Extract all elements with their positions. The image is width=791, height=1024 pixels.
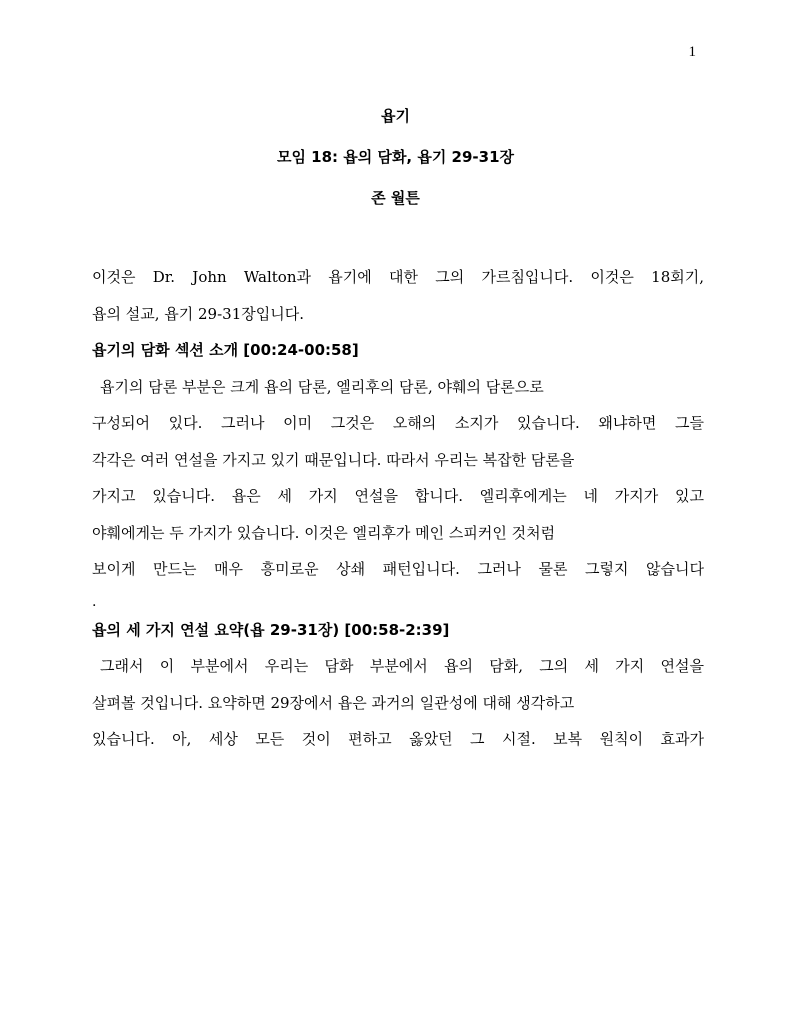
paragraph-line: 가지고 있습니다. 욥은 세 가지 연설을 합니다. 엘리후에게는 네 가지가 있고 <box>92 487 704 505</box>
document-body <box>92 265 704 764</box>
paragraph-line: 각각은 여러 연설을 가지고 있기 때문입니다. 따라서 우리는 복잡한 담론을 <box>92 450 575 469</box>
paragraph-line: 있습니다. 아, 세상 모든 것이 편하고 옳았던 그 시절. 보복 원칙이 효과가 <box>92 730 704 748</box>
paragraph-trailing-period: . <box>92 593 97 610</box>
document-title: 욥기 <box>381 107 410 125</box>
document-author: 존 월튼 <box>371 189 420 207</box>
page-number: 1 <box>688 44 696 60</box>
document-subtitle: 모임 18: 욥의 담화, 욥기 29-31장 <box>276 148 515 166</box>
paragraph-line: 보이게 만드는 매우 흥미로운 상쇄 패턴입니다. 그러나 물론 그렇지 않습니다 <box>92 560 704 578</box>
title-block <box>0 104 791 227</box>
paragraph-line: 욥기의 담론 부분은 크게 욥의 담론, 엘리후의 담론, 야훼의 담론으로 <box>100 377 544 396</box>
paragraph-line: 살펴볼 것입니다. 요약하면 29장에서 욥은 과거의 일관성에 대해 생각하고 <box>92 693 575 712</box>
section-heading: 욥의 세 가지 연설 요약(욥 29-31장) [00:58-2:39] <box>92 620 450 639</box>
paragraph-line: 야훼에게는 두 가지가 있습니다. 이것은 엘리후가 메인 스피커인 것처럼 <box>92 523 556 542</box>
intro-line: 욥의 설교, 욥기 29-31장입니다. <box>92 304 304 323</box>
intro-line: 이것은 Dr. John Walton과 욥기에 대한 그의 가르침입니다. 이것은 18회기, <box>92 268 704 286</box>
paragraph-line: 그래서 이 부분에서 우리는 담화 부분에서 욥의 담화, 그의 세 가지 연설을 <box>100 657 704 675</box>
section-heading: 욥기의 담화 섹션 소개 [00:24-00:58] <box>92 341 359 359</box>
paragraph-line: 구성되어 있다. 그러나 이미 그것은 오해의 소지가 있습니다. 왜냐하면 그들 <box>92 414 704 432</box>
